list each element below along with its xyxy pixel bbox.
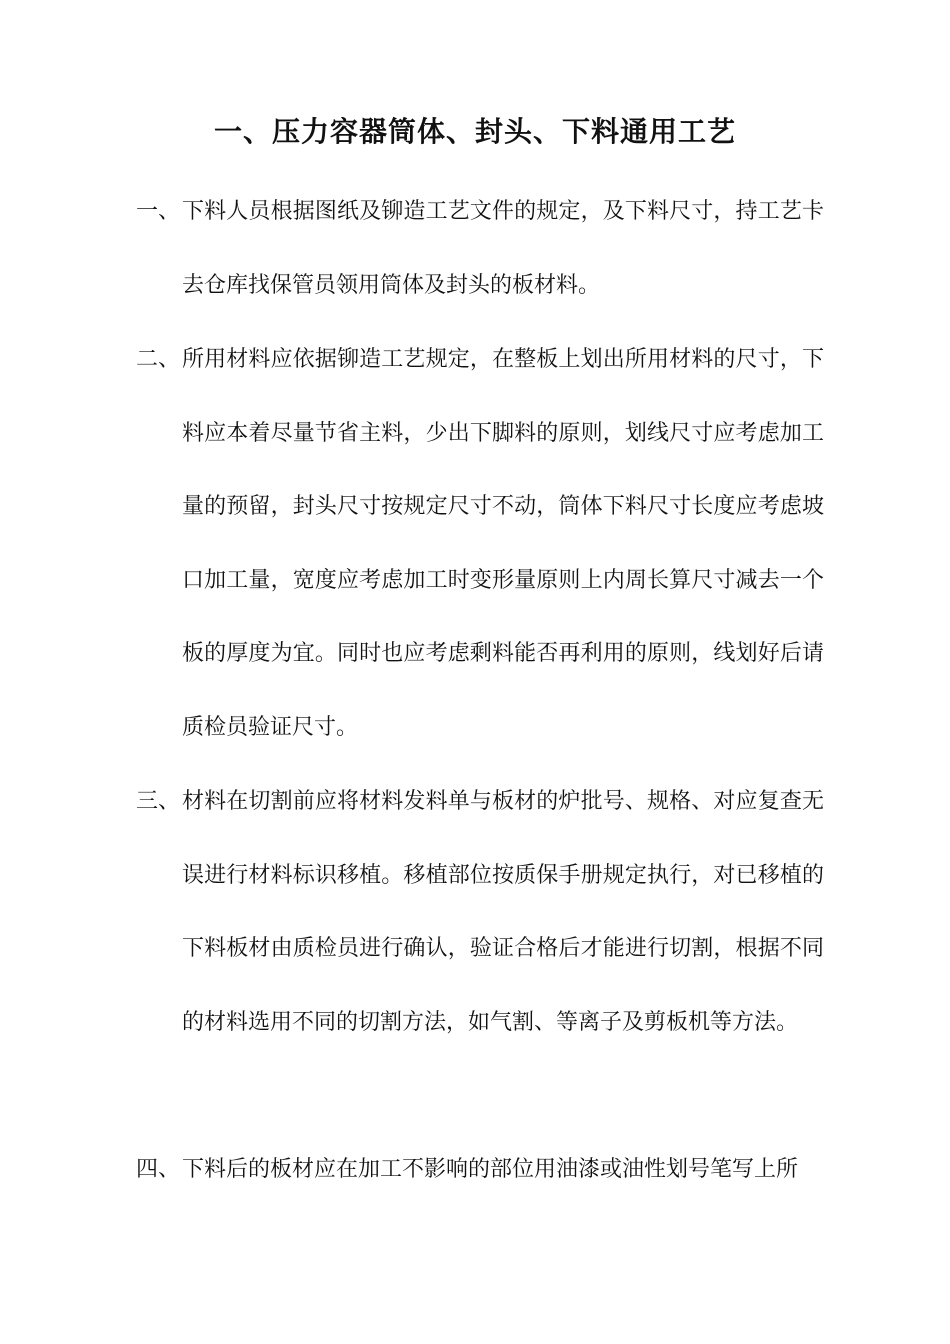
item-number: 三、 [136,789,181,814]
list-item [136,175,826,322]
document-title: 一、压力容器筒体、封头、下料通用工艺 [213,115,736,148]
item-number: 二、 [136,347,181,372]
item-text: 下料后的板材应在加工不影响的部位用油漆或油性划号笔写上所 [182,1157,799,1182]
item-text: 下料人员根据图纸及铆造工艺文件的规定，及下料尺寸，持工艺卡去仓库找保管员领用筒体及封头的板材料。 [182,199,824,298]
item-number: 一、 [136,199,181,224]
list-item [136,323,826,764]
list-item [136,1133,826,1207]
item-number: 四、 [136,1157,181,1182]
list-item [136,765,826,1059]
item-text: 所用材料应依据铆造工艺规定，在整板上划出所用材料的尺寸，下料应本着尽量节省主料，少出下脚料的原则，划线尺寸应考虑加工量的预留，封头尺寸按规定尺寸不动，筒体下料尺寸长度应考虑坡口加工量，宽度应考虑加工时变形量原则上内周长算尺寸减去一个板的厚度为宜。同时也应考虑剩料能否再利用的原则，线划好后请质检员验证尺寸。 [182,347,824,740]
item-text: 材料在切割前应将材料发料单与板材的炉批号、规格、对应复查无误进行材料标识移植。移植部位按质保手册规定执行，对已移植的下料板材由质检员进行确认，验证合格后才能进行切割，根据不同的材料选用不同的切割方法，如气割、等离子及剪板机等方法。 [182,789,824,1035]
